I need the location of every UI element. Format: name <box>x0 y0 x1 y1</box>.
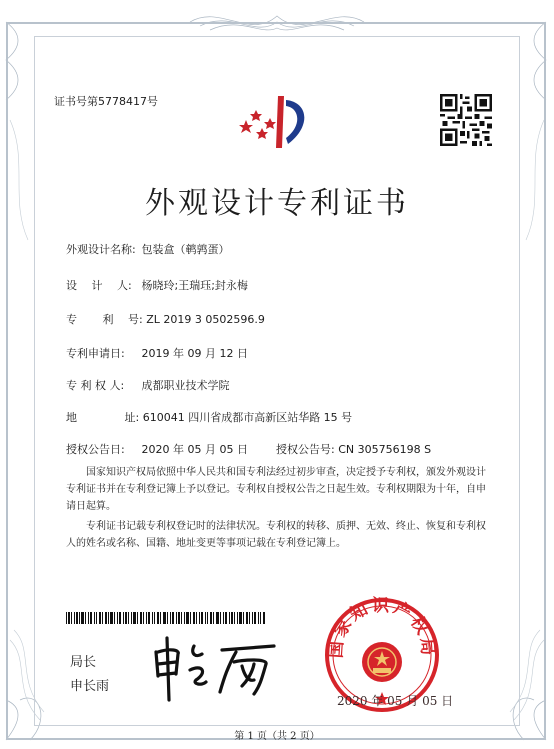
field-address-value: 610041 四川省成都市高新区站华路 15 号 <box>142 411 353 424</box>
field-design-name-label: 外观设计名称: <box>66 243 136 256</box>
certificate-title: 外观设计专利证书 <box>145 186 409 221</box>
field-patentee <box>66 377 230 393</box>
field-grant-no-label: 授权公告号: <box>276 443 335 456</box>
barcode <box>66 612 266 624</box>
field-patentee-label: 专 利 权 人: <box>66 379 125 392</box>
page-number: 第 1 页（共 2 页） <box>234 731 320 742</box>
director-title: 局长 <box>70 655 97 670</box>
field-address <box>66 409 352 425</box>
field-filing-date-label: 专利申请日: <box>66 347 125 360</box>
field-patentee-value: 成都职业技术学院 <box>141 379 230 392</box>
field-filing-date <box>66 345 248 361</box>
certificate-number: 证书号第5778417号 <box>54 95 158 108</box>
director-name: 申长雨 <box>70 679 110 694</box>
qr-code <box>440 94 492 146</box>
field-design-name-value: 包装盒（鹌鹑蛋） <box>141 243 230 256</box>
patent-office-logo <box>232 92 320 150</box>
field-patent-no-value: ZL 2019 3 0502596.9 <box>146 313 265 326</box>
field-grant-date <box>66 441 248 457</box>
field-patent-no <box>66 311 265 327</box>
national-emblem <box>362 642 402 682</box>
seal-date: 2020 年 05 月 05 日 <box>337 694 454 708</box>
field-designers-label: 设 计 人: <box>66 279 132 292</box>
statement-paragraph-2: 专利证书记载专利权登记时的法律状况。专利权的转移、质押、无效、终止、恢复和专利权人的姓名或名称、国籍、地址变更等事项记载在专利登记簿上。 <box>66 521 486 549</box>
field-grant-date-value: 2020 年 05 月 05 日 <box>141 443 248 456</box>
field-grant-no-value: CN 305756198 S <box>338 443 432 456</box>
seal-text: 国家知识产权局 <box>326 596 438 659</box>
director-signature <box>150 632 282 704</box>
field-grant-date-label: 授权公告日: <box>66 443 125 456</box>
field-design-name <box>66 241 230 257</box>
field-designers <box>66 277 248 293</box>
field-grant-no <box>276 441 431 457</box>
field-filing-date-value: 2019 年 09 月 12 日 <box>141 347 248 360</box>
field-address-label: 地 址: <box>66 411 140 424</box>
field-designers-value: 杨晓玲;王瑞珏;封永梅 <box>141 279 248 292</box>
field-patent-no-label: 专 利 号: <box>66 313 143 326</box>
statement-paragraph-1: 国家知识产权局依照中华人民共和国专利法经过初步审查，决定授予专利权，颁发外观设计专利证书并在专利登记簿上予以登记。专利权自授权公告之日起生效。专利权期限为十年，自申请日起算。 <box>66 467 486 512</box>
